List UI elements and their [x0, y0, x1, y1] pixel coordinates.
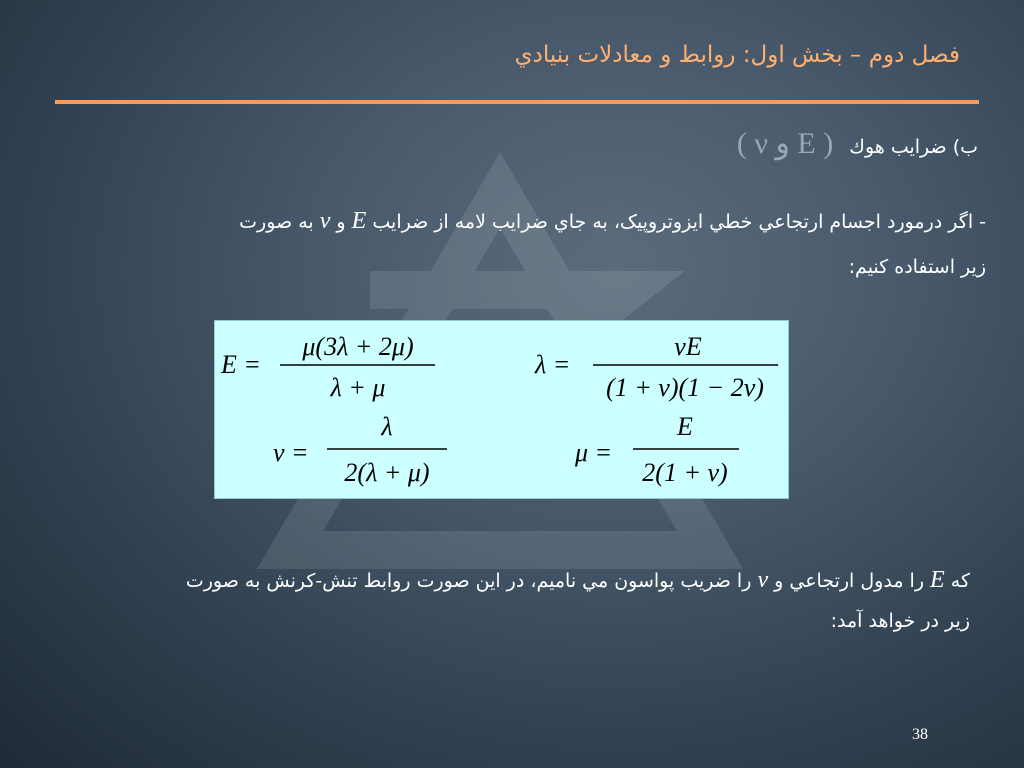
formula-lambda-denominator: (1 + ν)(1 − 2ν): [606, 373, 764, 402]
formula-lambda-numerator: νE: [674, 332, 702, 361]
formula-mu-lhs: μ =: [575, 438, 613, 467]
formula-box: [214, 320, 789, 499]
slide-title: فصل دوم – بخش اول: روابط و معادلات بنيادي: [514, 42, 960, 68]
section-heading: ب) ضرايب هوك: [849, 136, 978, 158]
formula-mu-numerator: E: [677, 412, 693, 441]
paragraph-2-line-1: [186, 567, 970, 594]
paragraph-2-ke: که: [950, 570, 970, 592]
symbol-nu: ν: [319, 208, 331, 234]
symbol-E-2: E: [930, 567, 945, 593]
section-heading-line: [737, 126, 978, 161]
title-divider: [55, 100, 979, 104]
formula-nu-lhs: ν =: [273, 438, 309, 467]
formula-nu-denominator: 2(λ + μ): [344, 458, 430, 487]
heading-symbols: ( E و ν ): [736, 127, 834, 160]
symbol-E: E: [351, 208, 367, 234]
paragraph-2-line-2: زير در خواهد آمد:: [830, 610, 970, 632]
symbol-nu-2: ν: [757, 567, 769, 593]
formula-svg: [215, 321, 788, 498]
formula-lambda-lhs: λ =: [535, 350, 571, 379]
paragraph-2-text-b: را ضريب پواسون مي ناميم، در اين صورت روابط تنش-کرنش به صورت: [185, 570, 752, 592]
paragraph-1-prefix: - اگر درمورد اجسام ارتجاعي خطي ايزوتروپيک، به جاي ضرايب لامه از ضرايب: [372, 211, 986, 233]
formula-E-lhs: E =: [221, 350, 261, 379]
formula-nu-numerator: λ: [381, 412, 393, 441]
paragraph-1-suffix: به صورت: [239, 211, 314, 233]
formula-mu-denominator: 2(1 + ν): [642, 458, 728, 487]
page-number: 38: [912, 726, 928, 743]
formula-E-denominator: λ + μ: [330, 373, 386, 402]
paragraph-2-text-a: را مدول ارتجاعي و: [774, 570, 924, 592]
paragraph-1-conj: و: [336, 211, 346, 233]
formula-E-numerator: μ(3λ + 2μ): [302, 332, 414, 361]
paragraph-1-line-2: زير استفاده کنيم:: [848, 256, 986, 278]
paragraph-1-line-1: [239, 208, 986, 235]
